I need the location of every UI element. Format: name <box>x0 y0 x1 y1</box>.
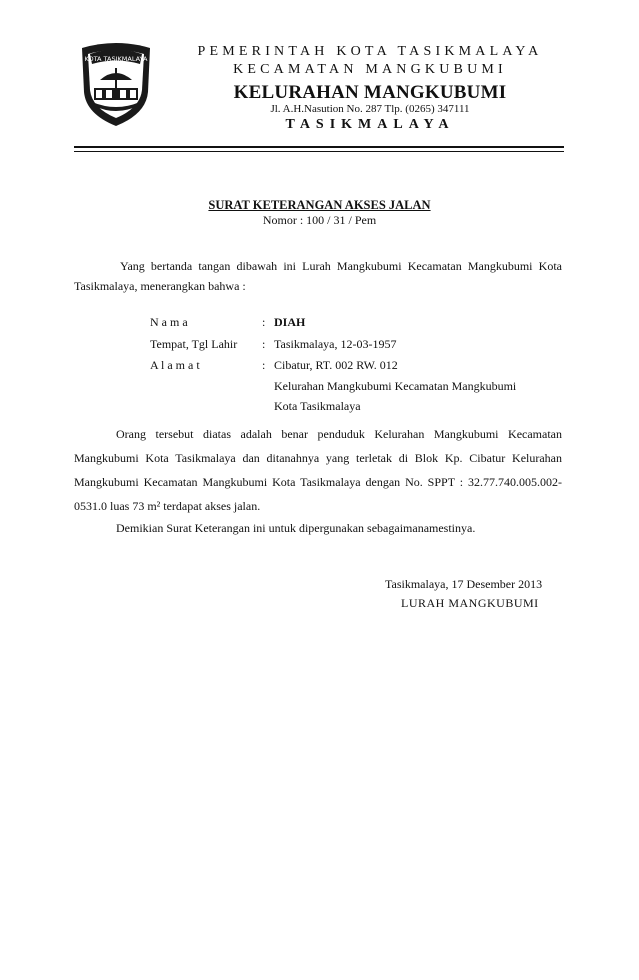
field-colon: : <box>262 358 266 372</box>
document-title: SURAT KETERANGAN AKSES JALAN <box>208 198 431 212</box>
address-continuation: Kota Tasikmalaya <box>274 399 361 413</box>
field-value-address: Cibatur, RT. 002 RW. 012 <box>274 358 398 372</box>
field-label-name: N a m a <box>150 315 188 329</box>
document-number: Nomor : 100 / 31 / Pem <box>262 213 377 227</box>
seal-lettering: KOTA TASIKMALAYA <box>84 55 148 63</box>
address-continuation: Kelurahan Mangkubumi Kecamatan Mangkubumi <box>274 379 517 393</box>
office-name: KELURAHAN MANGKUBUMI <box>233 82 507 103</box>
city-seal-logo <box>76 40 156 128</box>
signatory-position: LURAH MANGKUBUMI <box>401 596 539 610</box>
district-name: KECAMATAN MANGKUBUMI <box>233 62 507 77</box>
field-value-birth: Tasikmalaya, 12-03-1957 <box>274 337 397 351</box>
office-address: Jl. A.H.Nasution No. 287 Tlp. (0265) 347111 <box>270 103 470 115</box>
statement-paragraph: Orang tersebut diatas adalah benar penduduk Kelurahan Mangkubumi Kecamatan Mangkubumi Kota Tasikmalaya dan ditanahnya yang terletak di Blok Kp. Cibatur Kelurahan Mangkubumi Kecamatan Mangkubumi Kota Tasikmalaya dengan No. SPPT : 32.77.740.005.002-0531.0 luas 73 m² terdapat akses jalan. <box>74 427 562 513</box>
government-name: PEMERINTAH KOTA TASIKMALAYA <box>197 44 543 59</box>
field-colon: : <box>262 315 266 329</box>
field-colon: : <box>262 337 266 351</box>
header-divider-thick <box>74 146 564 148</box>
place-date: Tasikmalaya, 17 Desember 2013 <box>385 577 543 591</box>
closing-paragraph: Demikian Surat Keterangan ini untuk dipergunakan sebagaimanamestinya. <box>116 521 476 535</box>
opening-paragraph: Yang bertanda tangan dibawah ini Lurah Mangkubumi Kecamatan Mangkubumi Kota Tasikmalaya, menerangkan bahwa : <box>74 259 562 293</box>
field-label-address: A l a m a t <box>150 358 200 372</box>
city-name: TASIKMALAYA <box>285 117 455 132</box>
field-value-name: DIAH <box>274 315 306 329</box>
header-divider-thin <box>74 151 564 152</box>
field-label-birth: Tempat, Tgl Lahir <box>150 337 238 351</box>
